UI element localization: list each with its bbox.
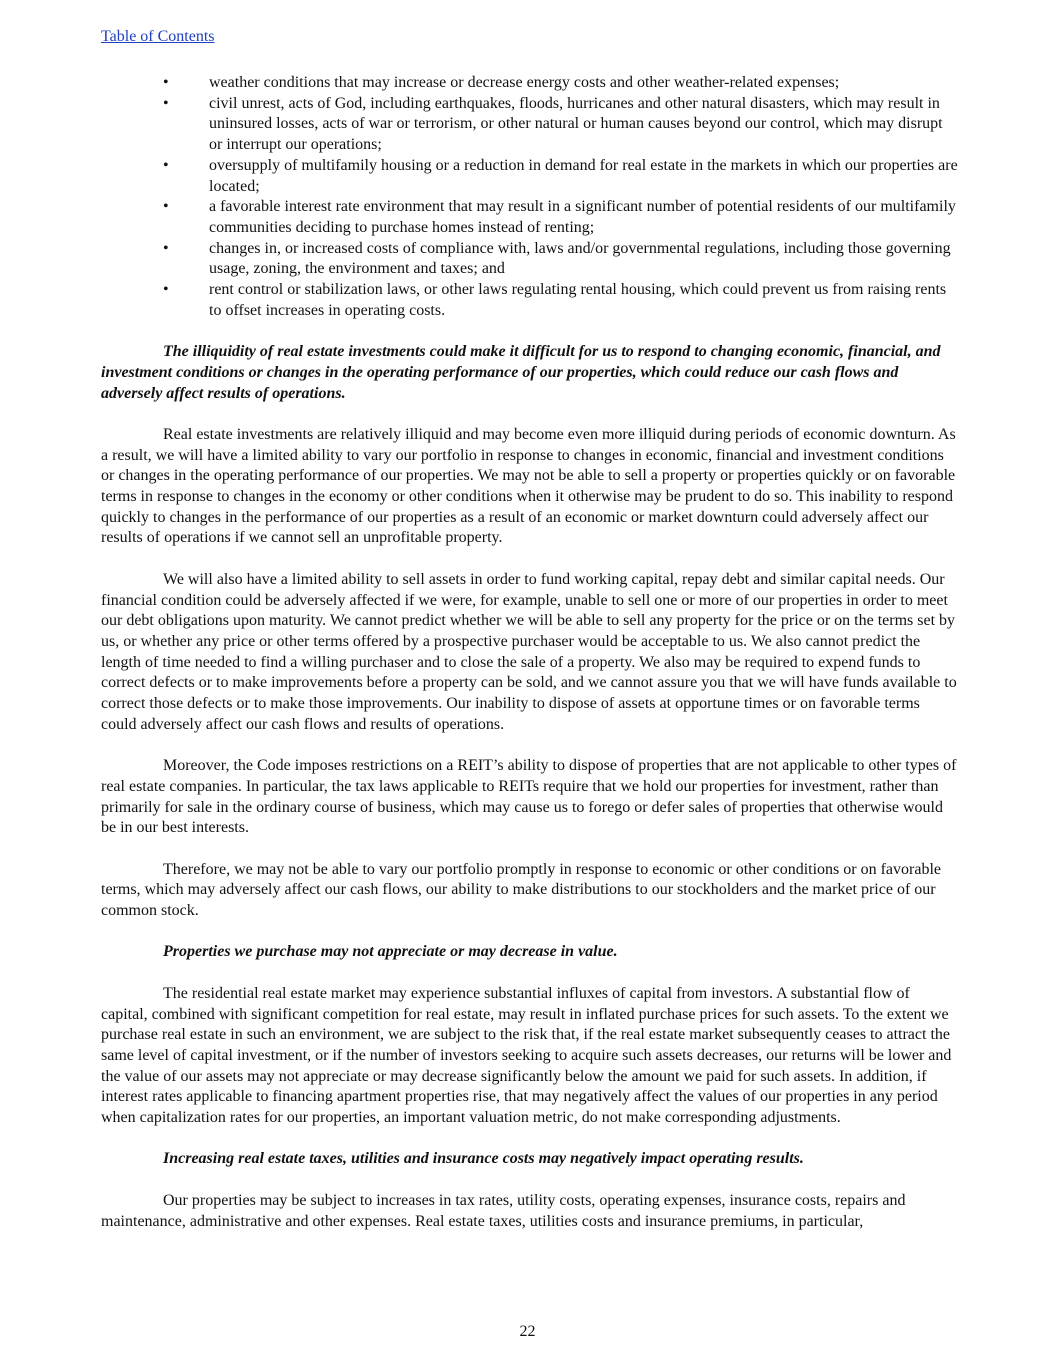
list-item-text: a favorable interest rate environment that may result in a significant number of potential residents of our multifamily communities deciding to purchase homes instead of renting; xyxy=(209,198,956,236)
paragraph: Our properties may be subject to increases in tax rates, utility costs, operating expenses, insurance costs, repairs and maintenance, administrative and other expenses. Real estate taxes, utilities costs and insurance premiums, in particular, xyxy=(101,1191,906,1230)
bullet-icon: • xyxy=(163,156,169,174)
paragraph: We will also have a limited ability to sell assets in order to fund working capital, repay debt and similar capital needs. Our financial condition could be adversely affected if we were, for example, unable to sell one or more of our properties in order to meet our debt obligations upon maturity. We cannot predict whether we will be able to sell any property for the price or on the terms set by us, or whether any price or other terms offered by a prospective purchaser would be acceptable to us. We also cannot predict the length of time needed to find a willing purchaser and to close the sale of a property. We also may be required to expend funds to correct defects or to make improvements before a property can be sold, and we cannot assure you that we will have funds available to correct those defects or to make those improvements. Our inability to dispose of assets at opportune times or on favorable terms could adversely affect our cash flows and results of operations. xyxy=(101,570,957,733)
risk-factor-bullet-list xyxy=(101,73,959,321)
bullet-icon: • xyxy=(163,74,169,91)
list-item xyxy=(101,197,959,238)
bullet-icon: • xyxy=(163,94,169,112)
page-number: 22 xyxy=(519,1323,536,1340)
list-item-text: weather conditions that may increase or decrease energy costs and other weather-related expenses; xyxy=(209,74,840,91)
bullet-icon: • xyxy=(163,239,169,257)
section-heading-operating-costs: Increasing real estate taxes, utilities and insurance costs may negatively impact operating results. xyxy=(163,1150,804,1168)
bullet-icon: • xyxy=(163,281,169,299)
list-item-text: changes in, or increased costs of compliance with, laws and/or governmental regulations, including those governing usage, zoning, the environment and taxes; and xyxy=(209,239,951,278)
paragraph: Real estate investments are relatively illiquid and may become even more illiquid during periods of economic downturn. As a result, we will have a limited ability to vary our portfolio in response to changes in economic, financial and investment conditions or changes in the operating performance of our properties. We may not be able to sell a property or properties quickly or on favorable terms in response to changes in the economy or other conditions when it otherwise may be prudent to do so. This inability to respond quickly to changes in the performance of our properties as a result of an economic or market downturn could adversely affect our results of operations if we cannot sell an unprofitable property. xyxy=(101,425,956,547)
paragraph: Moreover, the Code imposes restrictions on a REIT’s ability to dispose of properties that are not applicable to other types of real estate companies. In particular, the tax laws applicable to REITs require that we hold our properties for investment, rather than primarily for sale in the ordinary course of business, which may cause us to forego or defer sales of properties that otherwise would be in our best interests. xyxy=(101,757,957,837)
paragraph: The residential real estate market may experience substantial influxes of capital from investors. A substantial flow of capital, combined with significant competition for real estate, may result in inflated purchase prices for such assets. To the extent we purchase real estate in such an environment, we are subject to the risk that, if the real estate market subsequently ceases to attract the same level of capital investment, or if the number of investors seeking to acquire such assets decreases, our returns will be lower and the value of our assets may not appreciate or may decrease significantly below the amount we paid for such assets. In addition, if interest rates applicable to financing apartment properties rise, that may negatively affect the values of our properties in any period when capitalization rates for our properties, an important valuation metric, do not make corresponding adjustments. xyxy=(101,984,952,1127)
bullet-icon: • xyxy=(163,198,169,216)
list-item-text: rent control or stabilization laws, or other laws regulating rental housing, which could prevent us from raising rents to offset increases in operating costs. xyxy=(209,281,947,319)
section-heading-property-value: Properties we purchase may not appreciate or may decrease in value. xyxy=(163,943,618,961)
list-item xyxy=(101,280,959,321)
table-of-contents-link[interactable]: Table of Contents xyxy=(101,28,215,45)
list-item-text: oversupply of multifamily housing or a reduction in demand for real estate in the markets in which our properties are located; xyxy=(209,156,958,195)
list-item xyxy=(101,94,959,156)
list-item-text: civil unrest, acts of God, including earthquakes, floods, hurricanes and other natural disasters, which may result in uninsured losses, acts of war or terrorism, or other natural or human causes beyond our control, which may disrupt or interrupt our operations; xyxy=(209,94,943,154)
paragraph: Therefore, we may not be able to vary our portfolio promptly in response to economic or other conditions or on favorable terms, which may adversely affect our cash flows, our ability to make distributions to our stockholders and the market price of our common stock. xyxy=(101,860,941,920)
page-content xyxy=(101,73,959,1232)
list-item xyxy=(101,156,959,197)
section-heading-illiquidity: The illiquidity of real estate investments could make it difficult for us to respond to changing economic, financial, and investment conditions or changes in the operating performance of our properties, which could reduce our cash flows and adversely affect results of operations. xyxy=(101,343,941,402)
list-item xyxy=(101,73,959,94)
list-item xyxy=(101,239,959,280)
